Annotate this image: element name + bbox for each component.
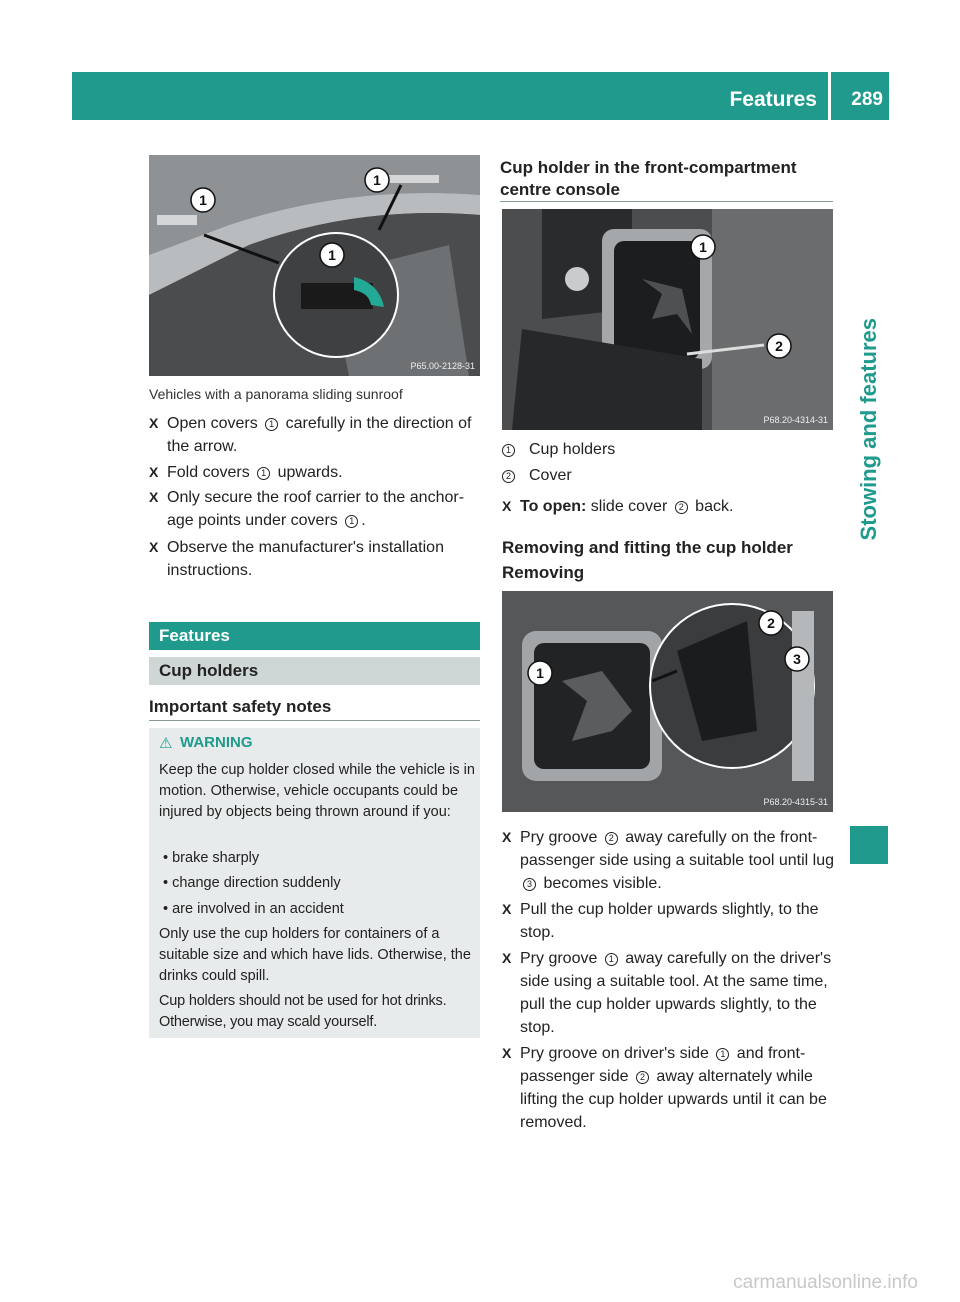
svg-text:1: 1 [699, 239, 707, 255]
svg-text:1: 1 [199, 192, 207, 208]
instruction-step: X Open covers 1 carefully in the direction of the arrow. [149, 412, 481, 458]
divider [500, 201, 833, 202]
step-arrow-icon: X [149, 489, 159, 505]
divider [149, 720, 480, 721]
step-arrow-icon: X [502, 901, 512, 917]
warning-title: WARNING [180, 734, 253, 751]
warning-bullet: • brake sharply [163, 850, 260, 866]
instruction-step: X Pry groove 1 away carefully on the driver's side using a suitable tool. At the same time, pull the cup holder upwards slightly, to the stop. [502, 947, 834, 1039]
legend-item: 1 Cup holders [502, 438, 615, 461]
instruction-step: X Pull the cup holder upwards slightly, to the stop. [502, 898, 834, 944]
cup-holder-heading: Cup holder in the front-compartment centre console [500, 158, 797, 199]
to-open-step: X To open: slide cover 2 back. [502, 495, 832, 518]
warning-paragraph: Only use the cup holders for containers of a suitable size and which have lids. Otherwise, the drinks could spill. [159, 926, 471, 984]
svg-text:1: 1 [536, 665, 544, 681]
instruction-step: X Only secure the roof carrier to the anchor-age points under covers 1 . [149, 486, 481, 532]
image1-code: P65.00-2128-31 [410, 361, 475, 371]
safety-heading: Important safety notes [149, 697, 332, 716]
warning-triangle-icon: ⚠ [159, 735, 173, 752]
step-arrow-icon: X [149, 539, 159, 555]
header-title: Features [729, 88, 817, 111]
removal-photo [502, 591, 833, 812]
warning-box [149, 728, 480, 1038]
image2-code: P68.20-4314-31 [763, 415, 828, 425]
step-arrow-icon: X [502, 950, 512, 966]
step-arrow-icon: X [149, 415, 159, 431]
page-header [72, 72, 889, 120]
svg-text:2: 2 [775, 338, 783, 354]
side-tab-label: Stowing and features [856, 318, 881, 541]
cup-holder-photo [502, 209, 833, 430]
step-arrow-icon: X [502, 498, 512, 514]
warning-paragraph: Cup holders should not be used for hot drinks. Otherwise, you may scald yourself. [159, 993, 447, 1030]
step-arrow-icon: X [502, 1045, 512, 1061]
svg-text:1: 1 [328, 247, 336, 263]
warning-intro: Keep the cup holder closed while the vehicle is in motion. Otherwise, vehicle occupants could be injured by objects being thrown around if you: [159, 762, 475, 820]
header-divider [828, 72, 831, 120]
step-arrow-icon: X [149, 464, 159, 480]
subsection-band: Cup holders [149, 657, 480, 685]
legend-item: 2 Cover [502, 464, 572, 487]
svg-text:2: 2 [767, 615, 775, 631]
instruction-step: X Pry groove 2 away carefully on the front-passenger side using a suitable tool until lug 3 becomes visible. [502, 826, 834, 895]
svg-text:3: 3 [793, 651, 801, 667]
warning-bullet: • change direction suddenly [163, 875, 341, 891]
removing-subheading: Removing [502, 563, 585, 582]
instruction-step: X Fold covers 1 upwards. [149, 461, 481, 484]
instruction-step: X Observe the manufacturer's installation instructions. [149, 536, 481, 582]
side-tab [850, 318, 888, 818]
svg-text:1: 1 [373, 172, 381, 188]
image3-code: P68.20-4315-31 [763, 797, 828, 807]
step-arrow-icon: X [502, 829, 512, 845]
sunroof-photo [149, 155, 480, 376]
image1-caption: Vehicles with a panorama sliding sunroof [149, 386, 403, 402]
page-number: 289 [851, 89, 883, 110]
section-band: Features [149, 622, 480, 650]
footer-watermark: carmanualsonline.info [733, 1272, 918, 1293]
removing-heading: Removing and fitting the cup holder [502, 538, 793, 557]
instruction-step: X Pry groove on driver's side 1 and front-passenger side 2 away alternately while lifting the cup holder upwards until it can be removed. [502, 1042, 834, 1134]
side-tab-marker [850, 826, 888, 864]
warning-bullet: • are involved in an accident [163, 901, 344, 917]
